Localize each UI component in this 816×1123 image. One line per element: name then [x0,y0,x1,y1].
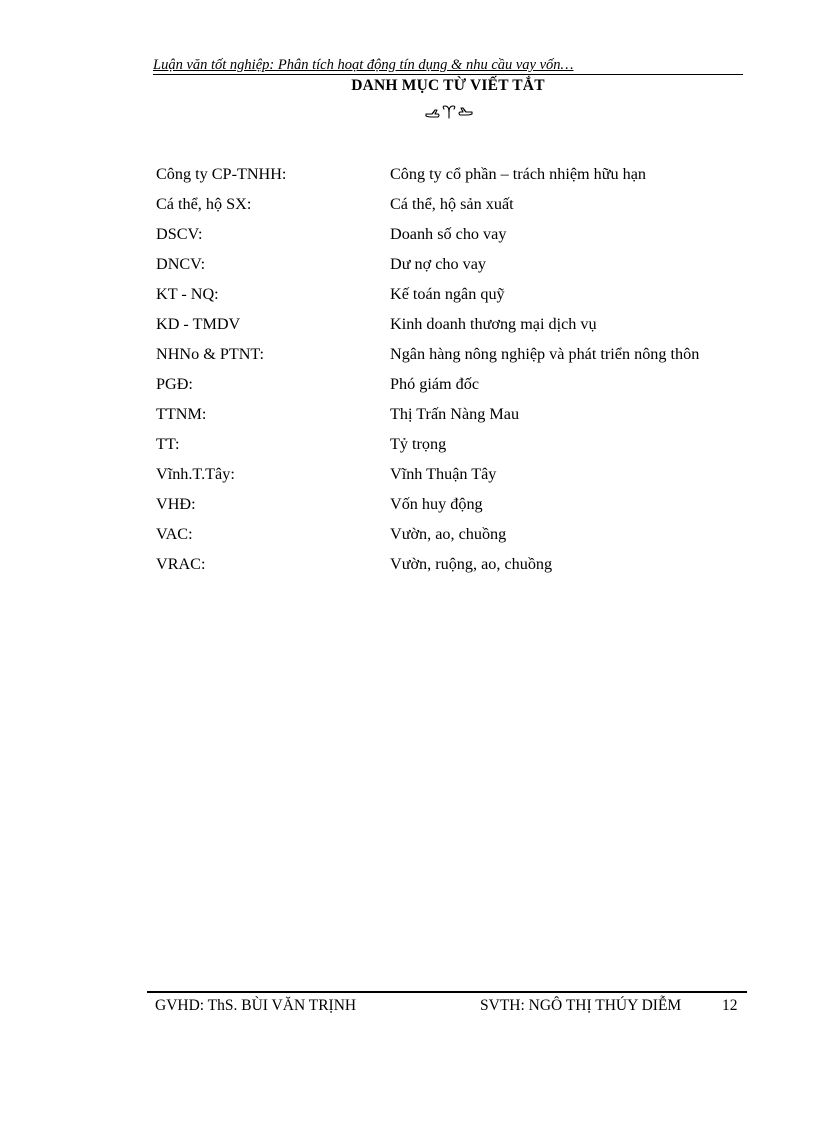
abbreviation-row [156,433,756,463]
abbreviation-row [156,313,756,343]
abbreviation-definition: Ngân hàng nông nghiệp và phát triển nông thôn [390,345,700,363]
abbreviation-row [156,253,756,283]
abbreviation-definition: Công ty cổ phần – trách nhiệm hữu hạn [390,165,647,183]
abbreviation-term: VHĐ: [156,495,196,513]
abbreviation-term: Cá thể, hộ SX: [156,195,252,213]
abbreviation-row [156,163,756,193]
abbreviation-term: PGĐ: [156,375,193,393]
abbreviation-term: TTNM: [156,405,207,423]
abbreviation-row [156,373,756,403]
footer-divider [147,991,747,993]
page-title: DANH MỤC TỪ VIẾT TẮT [351,77,545,94]
page-number: 12 [722,997,738,1014]
abbreviation-term: KD - TMDV [156,315,241,333]
abbreviation-definition: Cá thể, hộ sản xuất [390,195,514,213]
abbreviation-definition: Kế toán ngân quỹ [390,285,505,303]
abbreviation-definition: Vườn, ao, chuồng [390,525,507,543]
abbreviation-row [156,403,756,433]
abbreviation-term: NHNo & PTNT: [156,345,265,363]
abbreviation-definition: Doanh số cho vay [390,225,507,243]
abbreviation-row [156,193,756,223]
abbreviation-term: Vĩnh.T.Tây: [156,465,235,483]
abbreviation-definition: Tỷ trọng [390,435,447,453]
abbreviation-definition: Kinh doanh thương mại dịch vụ [390,315,597,333]
abbreviation-term: KT - NQ: [156,285,219,303]
abbreviation-row [156,283,756,313]
footer-advisor: GVHD: ThS. BÙI VĂN TRỊNH [155,997,357,1014]
ornament-divider-icon [423,103,475,123]
abbreviation-definition: Phó giám đốc [390,375,480,393]
abbreviation-definition: Thị Trấn Nàng Mau [390,405,520,423]
abbreviation-row [156,343,756,373]
footer-student: SVTH: NGÔ THỊ THÚY DIỄM [480,997,682,1014]
abbreviation-row [156,463,756,493]
abbreviation-definition: Vườn, ruộng, ao, chuồng [390,555,553,573]
abbreviation-row [156,493,756,523]
abbreviation-row [156,223,756,253]
abbreviation-term: Công ty CP-TNHH: [156,165,287,183]
abbreviation-term: VAC: [156,525,193,543]
abbreviation-term: VRAC: [156,555,206,573]
abbreviation-definition: Vốn huy động [390,495,483,513]
abbreviation-term: DNCV: [156,255,206,273]
abbreviation-term: TT: [156,435,180,453]
abbreviation-term: DSCV: [156,225,203,243]
abbreviation-list [156,163,756,583]
abbreviation-row [156,523,756,553]
abbreviation-definition: Dư nợ cho vay [390,255,487,273]
abbreviation-definition: Vĩnh Thuận Tây [390,465,497,483]
abbreviation-row [156,553,756,583]
running-header [153,57,743,75]
running-header-text: Luận văn tốt nghiệp: Phân tích hoạt động tín dụng & nhu cầu vay vốn… [153,57,574,73]
